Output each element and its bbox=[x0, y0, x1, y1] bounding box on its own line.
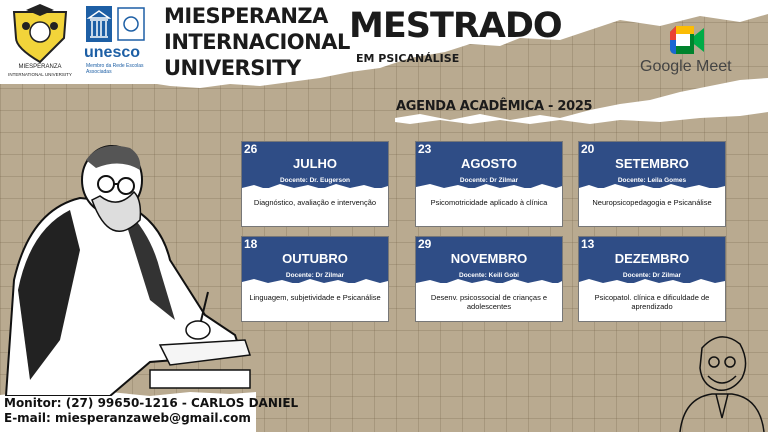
card-month: JULHO bbox=[292, 156, 338, 171]
portrait-sketch-illustration bbox=[672, 328, 768, 432]
card-docente: Docente: Keili Gobi bbox=[459, 272, 519, 279]
agenda-title: AGENDA ACADÊMICA - 2025 bbox=[396, 99, 593, 114]
agenda-card-julho bbox=[241, 141, 389, 227]
card-day: 26 bbox=[244, 142, 258, 156]
card-month: AGOSTO bbox=[460, 156, 518, 171]
google-meet-icon bbox=[670, 26, 704, 54]
card-docente: Docente: Dr Zilmar bbox=[459, 177, 519, 184]
card-month: SETEMBRO bbox=[615, 156, 689, 171]
unesco-subtitle: Membro da Rede Escolas Associadas bbox=[86, 63, 144, 75]
university-name-line2: INTERNACIONAL bbox=[164, 30, 350, 54]
program-subtitle: EM PSICANÁLISE bbox=[356, 52, 460, 65]
contact-info bbox=[4, 396, 298, 426]
unesco-wordmark: unesco bbox=[84, 44, 141, 61]
agenda-card-novembro bbox=[415, 236, 563, 322]
card-day: 20 bbox=[581, 142, 595, 156]
university-name-line1: MIESPERANZA bbox=[164, 4, 328, 28]
agenda-card-outubro bbox=[241, 236, 389, 322]
program-title: MESTRADO bbox=[349, 6, 562, 46]
card-month: OUTUBRO bbox=[282, 251, 348, 266]
card-topic: Psicopatol. clínica e dificuldade de aprendizado bbox=[594, 293, 710, 311]
card-topic: Diagnóstico, avaliação e intervenção bbox=[253, 198, 377, 207]
unesco-temple-icon bbox=[86, 6, 146, 44]
card-day: 18 bbox=[244, 237, 258, 251]
crest-name: MIESPERANZA bbox=[18, 64, 62, 70]
agenda-card-agosto bbox=[415, 141, 563, 227]
card-day: 29 bbox=[418, 237, 432, 251]
card-docente: Docente: Dr Zilmar bbox=[622, 272, 682, 279]
card-day: 23 bbox=[418, 142, 432, 156]
agenda-card-setembro bbox=[578, 141, 726, 227]
card-month: NOVEMBRO bbox=[450, 251, 528, 266]
monitor-line: Monitor: (27) 99650-1216 - CARLOS DANIEL bbox=[4, 396, 299, 410]
crest-subtitle: INTERNATIONAL UNIVERSITY bbox=[8, 72, 72, 77]
card-docente: Docente: Dr. Eugerson bbox=[279, 177, 351, 184]
agenda-card-dezembro bbox=[578, 236, 726, 322]
university-name bbox=[164, 3, 350, 81]
logos-panel bbox=[0, 0, 157, 84]
card-topic: Psicomotricidade aplicado à clínica bbox=[430, 198, 548, 207]
university-crest-icon bbox=[6, 4, 74, 64]
card-month: DEZEMBRO bbox=[614, 251, 690, 266]
card-topic: Neuropsicopedagogia e Psicanálise bbox=[592, 198, 712, 207]
university-name-line3: UNIVERSITY bbox=[164, 56, 301, 80]
card-day: 13 bbox=[581, 237, 595, 251]
writing-man-illustration bbox=[0, 140, 258, 396]
card-topic: Linguagem, subjetividade e Psicanálise bbox=[249, 293, 381, 302]
platform-name: Google Meet bbox=[640, 58, 732, 75]
card-topic: Desenv. psicossocial de crianças e adolescentes bbox=[430, 293, 548, 311]
card-docente: Docente: Leila Gomes bbox=[617, 177, 687, 184]
card-docente: Docente: Dr Zilmar bbox=[285, 272, 345, 279]
email-line: E-mail: miesperanzaweb@gmail.com bbox=[4, 411, 251, 425]
